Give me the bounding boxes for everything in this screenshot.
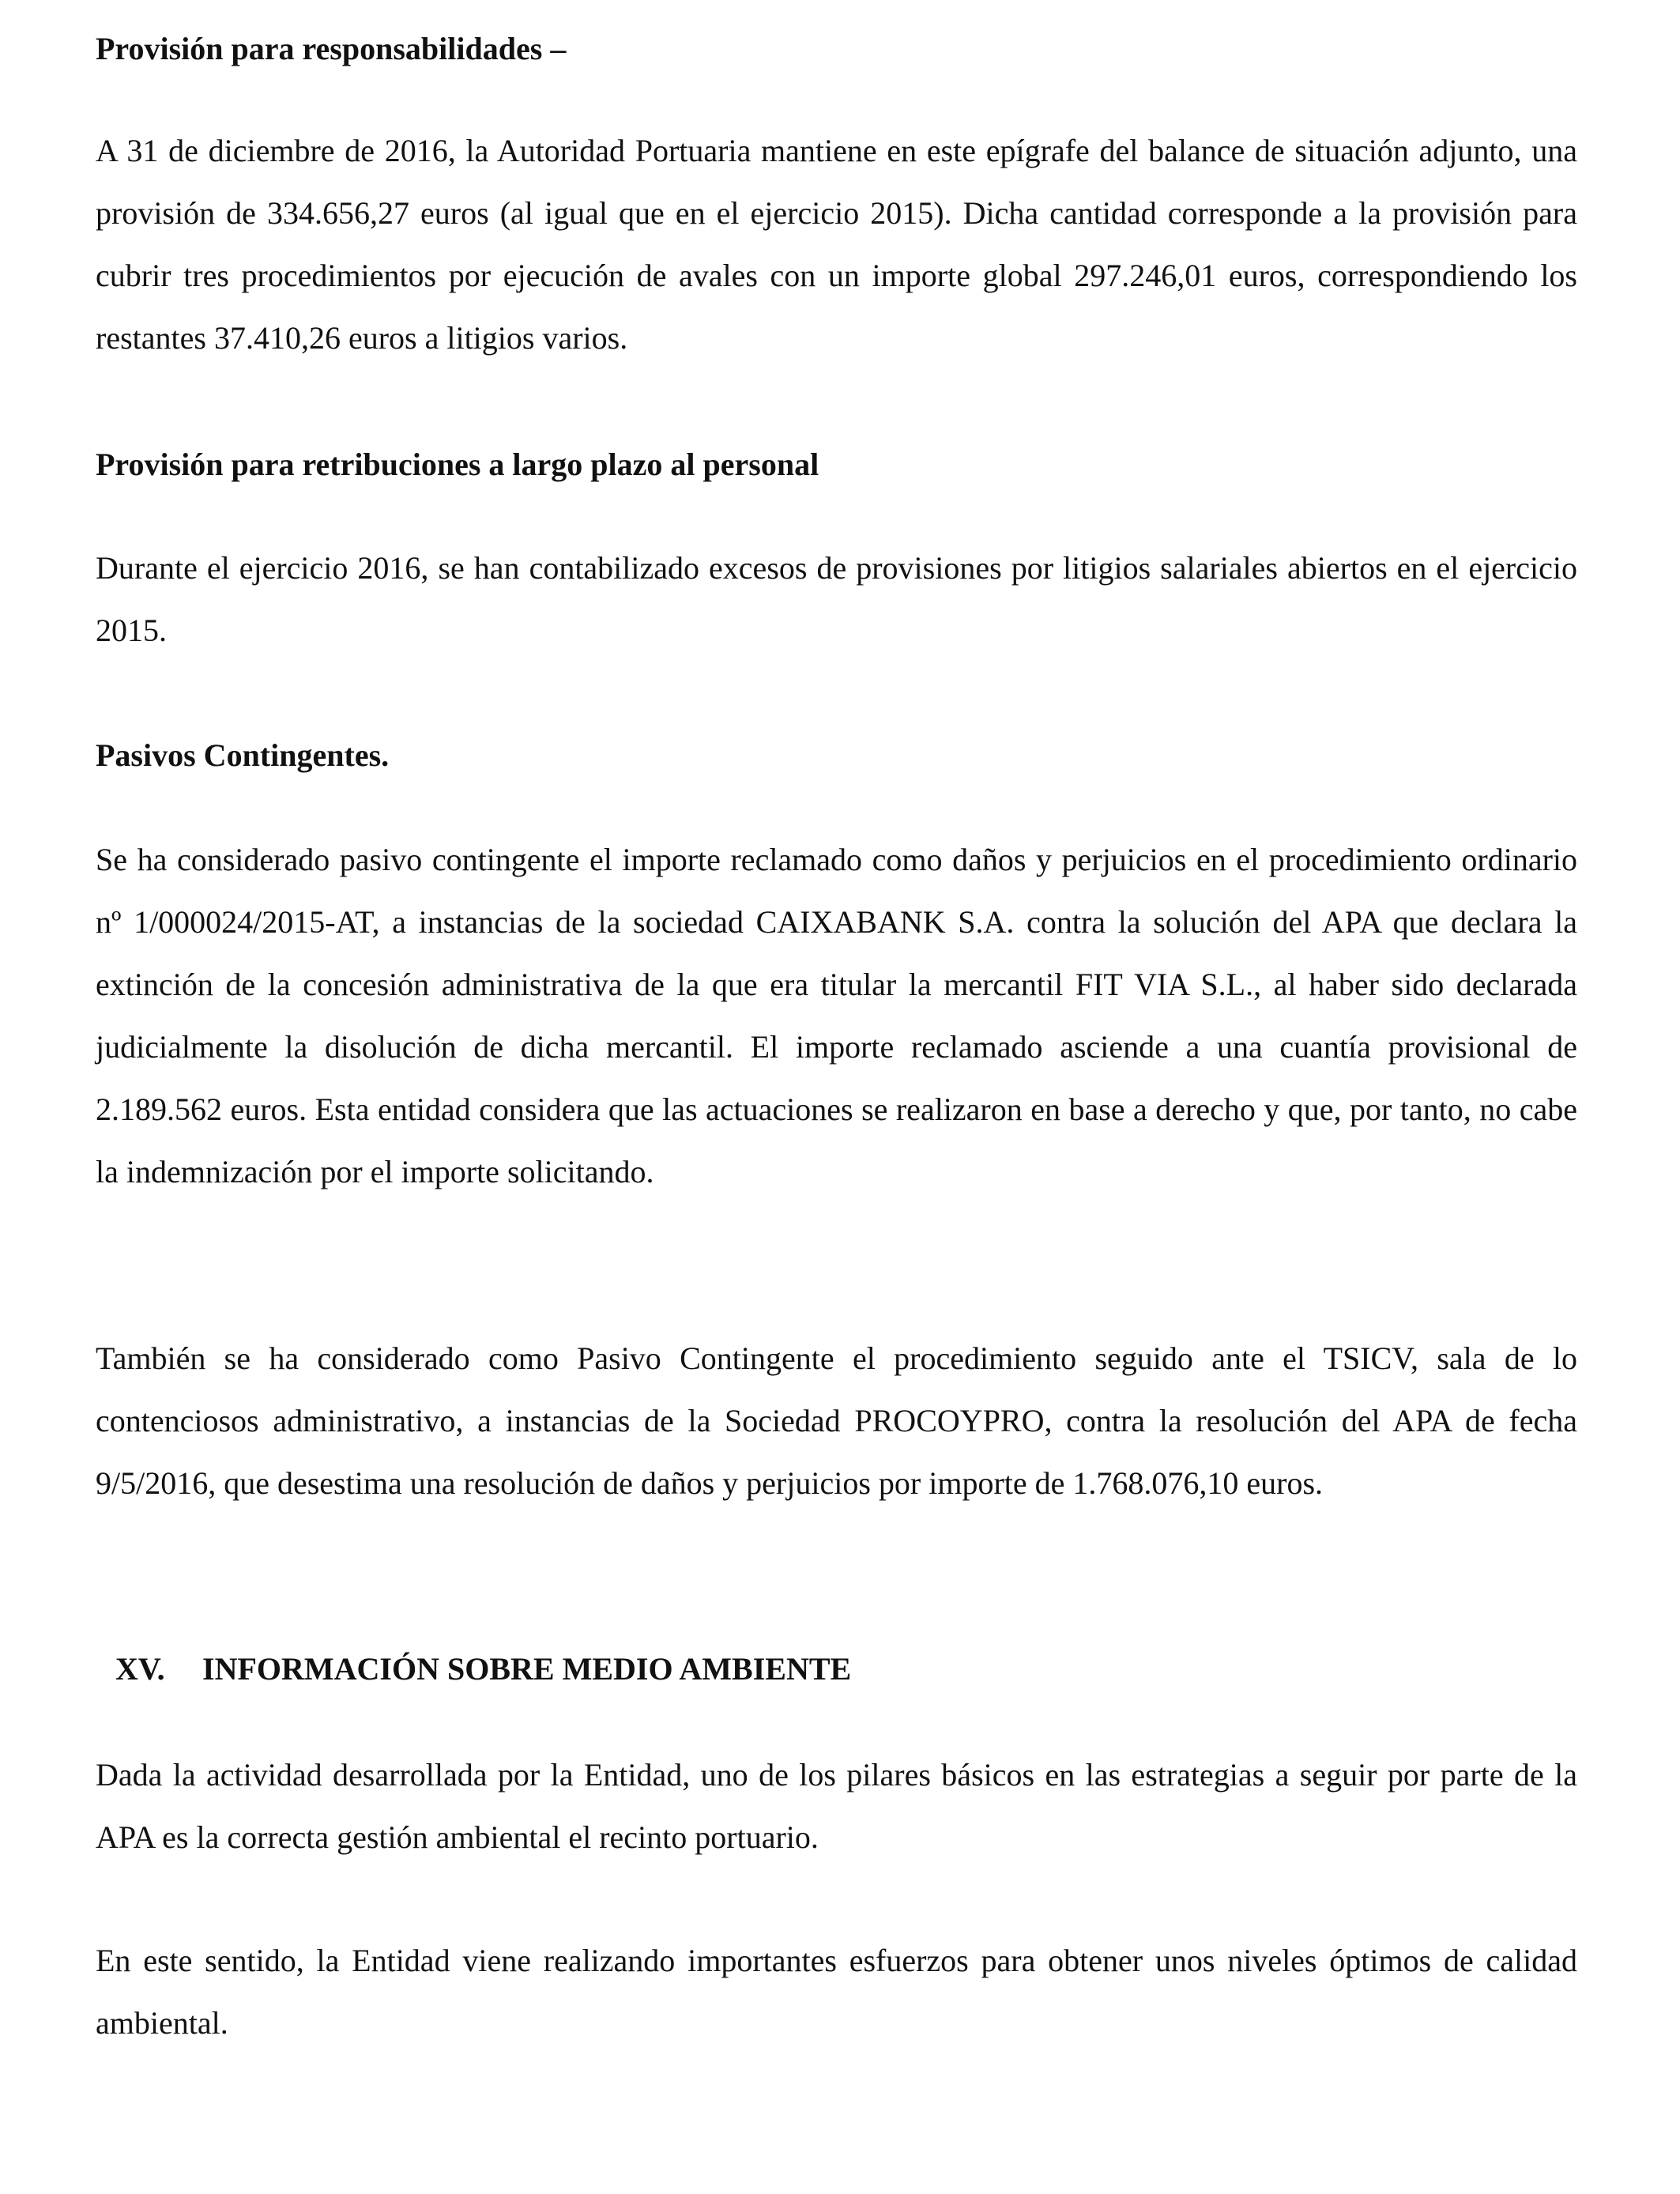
paragraph-provision-responsabilidades: A 31 de diciembre de 2016, la Autoridad Portuaria mantiene en este epígrafe del balance de situación adjunto, una provisión de 334.656,27 euros (al igual que en el ejercicio 2015). Dicha cantidad corresponde a la provisión para cubrir tres procedimientos por ejecución de avales con un importe global 297.246,01 euros, correspondiendo los restantes 37.410,26 euros a litigios varios. — [96, 133, 1577, 356]
section-heading-medio-ambiente — [115, 1650, 851, 1688]
paragraph-pasivo-contingente-procoypro: También se ha considerado como Pasivo Contingente el procedimiento seguido ante el TSICV, sala de lo contenciosos administrativo, a instancias de la Sociedad PROCOYPRO, contra la resolución del APA de fecha 9/5/2016, que desestima una resolución de daños y perjuicios por importe de 1.768.076,10 euros. — [96, 1340, 1577, 1501]
heading-provision-responsabilidades: Provisión para responsabilidades – — [96, 31, 567, 66]
section-number: XV. — [115, 1651, 165, 1687]
paragraph-pasivo-contingente-caixabank: Se ha considerado pasivo contingente el importe reclamado como daños y perjuicios en el procedimiento ordinario nº 1/000024/2015-AT, a instancias de la sociedad CAIXABANK S.A. contra la solución del APA que declara la extinción de la concesión administrativa de la que era titular la mercantil FIT VIA S.L., al haber sido declarada judicialmente la disolución de dicha mercantil. El importe reclamado asciende a una cuantía provisional de 2.189.562 euros. Esta entidad considera que las actuaciones se realizaron en base a derecho y que, por tanto, no cabe la indemnización por el importe solicitando. — [96, 842, 1577, 1189]
section-title: INFORMACIÓN SOBRE MEDIO AMBIENTE — [202, 1651, 852, 1687]
paragraph-medio-ambiente-gestion: Dada la actividad desarrollada por la Entidad, uno de los pilares básicos en las estrategias a seguir por parte de la APA es la correcta gestión ambiental el recinto portuario. — [96, 1757, 1577, 1855]
paragraph-medio-ambiente-esfuerzos: En este sentido, la Entidad viene realizando importantes esfuerzos para obtener unos niveles óptimos de calidad ambiental. — [96, 1943, 1577, 2041]
heading-pasivos-contingentes: Pasivos Contingentes. — [96, 737, 390, 773]
paragraph-provision-retribuciones: Durante el ejercicio 2016, se han contabilizado excesos de provisiones por litigios salariales abiertos en el ejercicio 2015. — [96, 550, 1577, 648]
heading-provision-retribuciones: Provisión para retribuciones a largo plazo al personal — [96, 447, 819, 482]
